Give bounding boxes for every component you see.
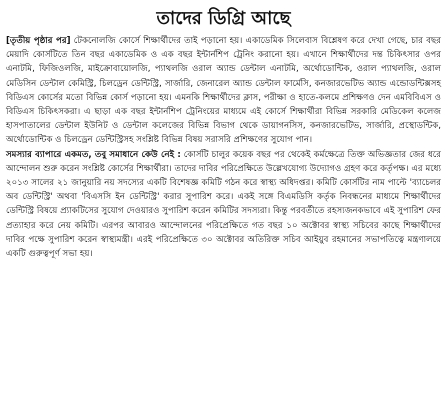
paragraph-1-text: টেকনোলজি কোর্সে শিক্ষার্থীদের তাই পড়ানো হয়। একাডেমিক সিলেবাস বিশ্লেষণ করে দেখা গেছে, চার বছর মেয়াদি কোর্সটিতে তিন বছর একাডেমিক ও এক বছর ইন্টার্নশিপ ট্রেনিং করানো হয়। এখানে শিক্ষার্থীদের দন্ত চিকিৎসার ওপর এনাটমি, ফিজিওলজি, মাইক্রোবায়োলজি, প্যাথলজি ওরাল অ্যান্ড ডেন্টাল এনাটমি, অর্থোডোন্টিক, ওরাল প্যাথলজি, ওরাল মেডিসিন ডেন্টাল কেমিস্ট্রি, চিলড্রেন ডেন্টিস্ট্রি, সার্জারি, জেনারেল অ্যান্ড ডেন্টাল ফার্মেসি, কনজারভেটিভ অ্যান্ড এন্ডোডন্টিক্সসহ বিডিএস কোর্সের মতো বিভিন্ন কোর্স পড়ানো হয়। এমনকি শিক্ষার্থীদের ক্লাস, পরীক্ষা ও হাতে-কলমে প্রশিক্ষণও দেন এমবিবিএস ও বিডিএস চিকিৎসকরা। এ ছাড়া এক বছর ইন্টার্নশিপ ট্রেনিংয়ের মাধ্যমে এই কোর্সে শিক্ষার্থীরা বিভিন্ন সরকারি মেডিকেল কলেজ হাসপাতালের ডেন্টাল ইউনিট ও ডেন্টাল কলেজের বিভিন্ন বিভাগ থেকে ডায়াগনসিস, কনজারভেটিভ, সার্জারি, প্রস্থোডন্টিক, অর্থোডোন্টিক ও চিলড্রেন ডেন্টিস্ট্রিসহ সংশ্লিষ্ট বিভিন্ন বিষয় সরাসরি প্রশিক্ষণের সুযোগ পান। <box>6 36 441 146</box>
article-paragraph-1 <box>6 34 441 148</box>
article-headline: তাদের ডিগ্রি আছে <box>156 8 291 29</box>
paragraph-2-text: কোর্সটি চালুর কয়েক বছর পর থেকেই কর্মক্ষেত্রে তিক্ত অভিজ্ঞতার জের ধরে আন্দোলন শুরু করেন সংশ্লিষ্ট কোর্সের শিক্ষার্থীরা। তাদের দাবির পরিপ্রেক্ষিতে উল্লেখযোগ্য উদ্যোগও গ্রহণ করে কর্তৃপক্ষ। এর মধ্যে ২০১৩ সালের ২১ জানুয়ারি নয় সদস্যের একটি বিশেষজ্ঞ কমিটি গঠন করে স্বাস্থ্য অধিদপ্তর। কমিটি কোর্সটির নাম পাল্টে 'ব্যাচেলর অব ডেন্টিস্ট্রি' অথবা 'বিএসসি ইন ডেন্টিস্ট্রি' করার সুপারিশ করে। একই সঙ্গে বিএমডিসি কর্তৃক নিবন্ধনের মাধ্যমে শিক্ষার্থীদের ডেন্টিস্ট্রি বিষয়ে প্র্যাকটিসের সুযোগ দেওয়ারও সুপারিশ করেন কমিটির সদস্যরা। কিন্তু পরবর্তীতে রহস্যজনকভাবে এই সুপারিশ ফের প্রত্যাহার করে নেয় কমিটি। এরপর আবারও আন্দোলনের পরিপ্রেক্ষিতে গত বছর ১০ অক্টোবর স্বাস্থ্য সচিবের কাছে শিক্ষার্থীদের দাবির পক্ষে সুপারিশ করেন স্বাস্থ্যমন্ত্রী। এরই পরিপ্রেক্ষিতে ৩০ অক্টোবর অতিরিক্ত সচিব আইয়ুব রহমানের সভাপতিত্বে মন্ত্রণালয়ে একটি গুরুত্বপূর্ণ সভা হয়। <box>6 149 441 260</box>
article-paragraph-2 <box>6 148 441 262</box>
continuation-note: [তৃতীয় পৃষ্ঠার পর] <box>6 36 71 46</box>
section-subheading: সমস্যার ব্যাপারে একমত, তবু সমাধানে কেউ নেই : <box>6 149 181 160</box>
